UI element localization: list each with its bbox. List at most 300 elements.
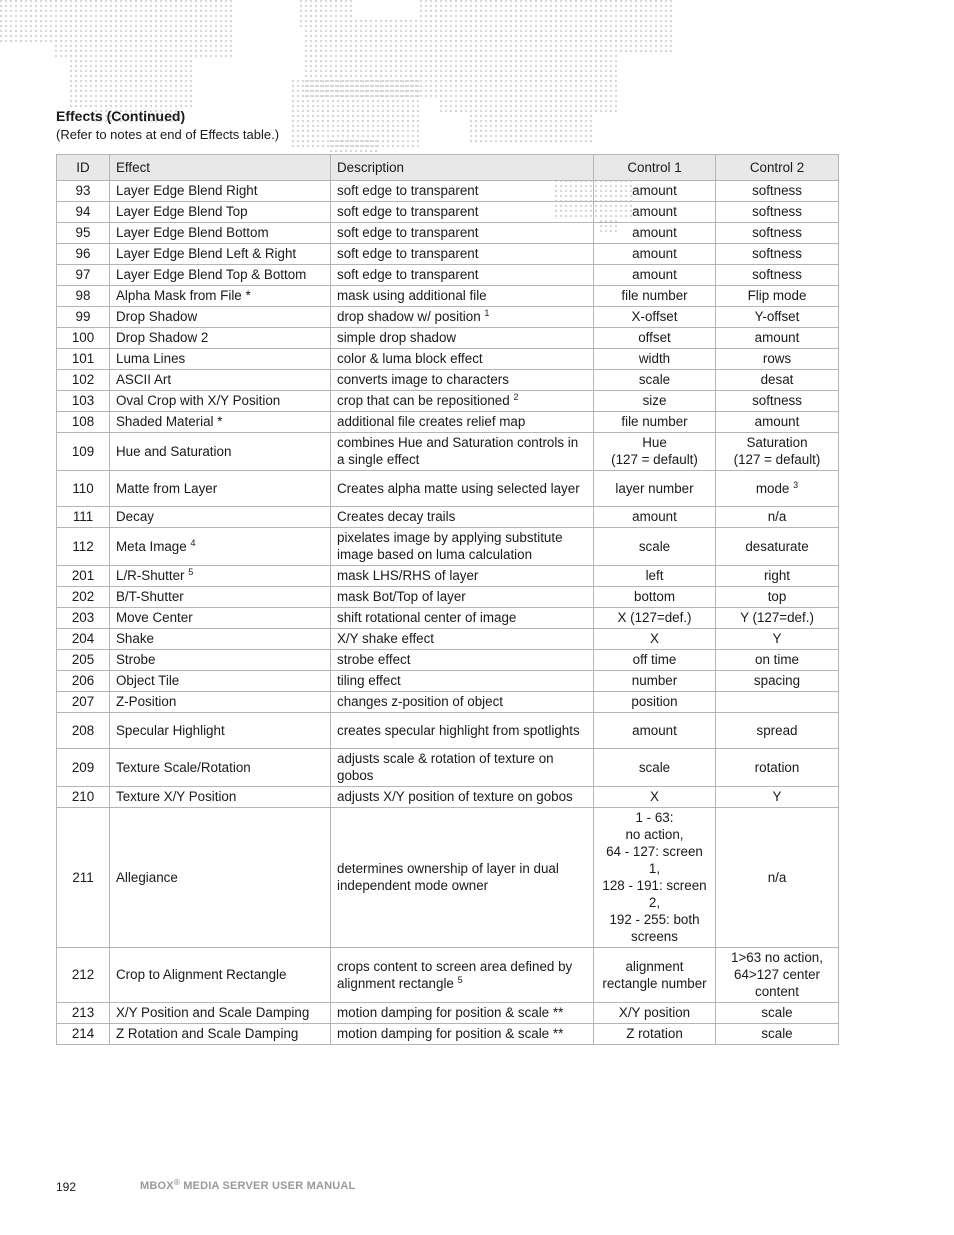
- map-dot: [545, 70, 547, 72]
- cell-id-text: 109: [71, 443, 95, 459]
- map-dot: [605, 40, 607, 42]
- map-dot: [360, 50, 362, 52]
- map-dot: [345, 20, 347, 22]
- map-dot: [525, 10, 527, 12]
- map-dot: [417, 145, 419, 147]
- cell-effect-text: Oval Crop with X/Y Position: [116, 393, 281, 408]
- map-dot: [85, 50, 87, 52]
- map-dot: [20, 5, 22, 7]
- map-dot: [392, 130, 394, 132]
- map-dot: [175, 105, 177, 107]
- map-dot: [175, 85, 177, 87]
- map-dot: [550, 90, 552, 92]
- map-dot: [75, 60, 77, 62]
- map-dot: [145, 105, 147, 107]
- map-dot: [420, 15, 422, 17]
- map-dot: [570, 90, 572, 92]
- map-dot: [150, 20, 152, 22]
- header-id: ID: [57, 155, 110, 181]
- map-dot: [460, 110, 462, 112]
- map-dot: [430, 30, 432, 32]
- cell-id-text: 98: [75, 288, 91, 303]
- map-dot: [510, 20, 512, 22]
- map-dot: [340, 75, 342, 77]
- map-dot: [185, 30, 187, 32]
- map-dot: [440, 60, 442, 62]
- map-dot: [490, 130, 492, 132]
- map-dot: [595, 75, 597, 77]
- map-dot: [460, 100, 462, 102]
- map-dot: [155, 55, 157, 57]
- map-dot: [435, 35, 437, 37]
- map-dot: [200, 0, 202, 2]
- map-dot: [377, 110, 379, 112]
- cell-description-text: soft edge to transparent: [337, 267, 479, 282]
- map-dot: [392, 120, 394, 122]
- map-dot: [170, 65, 172, 67]
- map-dot: [85, 55, 87, 57]
- map-dot: [315, 0, 317, 2]
- map-dot: [560, 115, 562, 117]
- table-row: [57, 412, 839, 433]
- map-dot: [490, 40, 492, 42]
- map-dot: [170, 80, 172, 82]
- map-dot: [402, 145, 404, 147]
- map-dot: [5, 30, 7, 32]
- map-dot: [440, 0, 442, 2]
- map-dot: [495, 30, 497, 32]
- map-dot: [135, 50, 137, 52]
- cell-effect-text: Hue and Saturation: [116, 443, 232, 459]
- cell-description: [331, 1003, 594, 1024]
- map-dot: [190, 35, 192, 37]
- map-dot: [175, 50, 177, 52]
- map-dot: [375, 90, 377, 92]
- map-dot: [660, 0, 662, 2]
- map-dot: [485, 80, 487, 82]
- map-dot: [105, 100, 107, 102]
- map-dot: [560, 35, 562, 37]
- map-dot: [302, 135, 304, 137]
- map-dot: [332, 90, 334, 92]
- cell-control-1-text: X: [650, 631, 659, 646]
- manual-title: [140, 1180, 355, 1192]
- map-dot: [300, 25, 302, 27]
- map-dot: [402, 120, 404, 122]
- map-dot: [340, 50, 342, 52]
- map-dot: [307, 115, 309, 117]
- map-dot: [425, 25, 427, 27]
- map-dot: [475, 80, 477, 82]
- map-dot: [515, 135, 517, 137]
- cell-description-text: tiling effect: [337, 673, 401, 688]
- map-dot: [500, 65, 502, 67]
- map-dot: [165, 0, 167, 2]
- map-dot: [160, 80, 162, 82]
- map-dot: [610, 55, 612, 57]
- map-dot: [410, 85, 412, 87]
- map-dot: [460, 75, 462, 77]
- map-dot: [415, 25, 417, 27]
- map-dot: [330, 45, 332, 47]
- map-dot: [5, 10, 7, 12]
- map-dot: [495, 85, 497, 87]
- map-dot: [170, 10, 172, 12]
- map-dot: [450, 40, 452, 42]
- map-dot: [307, 145, 309, 147]
- map-dot: [590, 105, 592, 107]
- map-dot: [340, 150, 342, 152]
- map-dot: [510, 30, 512, 32]
- map-dot: [160, 60, 162, 62]
- map-dot: [495, 120, 497, 122]
- map-dot: [535, 105, 537, 107]
- cell-control-2: [716, 202, 839, 223]
- manual-brand: MBOX: [140, 1180, 174, 1192]
- cell-control-1-text: rectangle number: [602, 975, 707, 991]
- map-dot: [565, 90, 567, 92]
- map-dot: [160, 75, 162, 77]
- map-dot: [545, 90, 547, 92]
- map-dot: [495, 65, 497, 67]
- map-dot: [305, 45, 307, 47]
- map-dot: [480, 90, 482, 92]
- map-dot: [460, 0, 462, 2]
- map-dot: [545, 85, 547, 87]
- map-dot: [440, 15, 442, 17]
- map-dot: [115, 25, 117, 27]
- map-dot: [430, 50, 432, 52]
- map-dot: [590, 45, 592, 47]
- cell-effect-text: Layer Edge Blend Left & Right: [116, 246, 297, 261]
- map-dot: [327, 115, 329, 117]
- map-dot: [455, 55, 457, 57]
- map-dot: [650, 40, 652, 42]
- map-dot: [205, 5, 207, 7]
- map-dot: [310, 45, 312, 47]
- cell-control-1-text: amount: [632, 267, 677, 282]
- map-dot: [545, 15, 547, 17]
- map-dot: [595, 10, 597, 12]
- map-dot: [342, 115, 344, 117]
- map-dot: [115, 15, 117, 17]
- map-dot: [70, 55, 72, 57]
- map-dot: [370, 95, 372, 97]
- map-dot: [397, 125, 399, 127]
- map-dot: [605, 110, 607, 112]
- cell-control-1-text: layer number: [615, 480, 694, 496]
- map-dot: [495, 40, 497, 42]
- map-dot: [595, 65, 597, 67]
- map-dot: [400, 70, 402, 72]
- map-dot: [155, 30, 157, 32]
- map-dot: [430, 25, 432, 27]
- map-dot: [590, 5, 592, 7]
- map-dot: [325, 45, 327, 47]
- map-dot: [215, 30, 217, 32]
- cell-effect-text: Specular Highlight: [116, 722, 225, 738]
- map-dot: [30, 35, 32, 37]
- map-dot: [345, 30, 347, 32]
- map-dot: [75, 35, 77, 37]
- map-dot: [530, 135, 532, 137]
- map-dot: [605, 55, 607, 57]
- map-dot: [495, 5, 497, 7]
- map-dot: [75, 75, 77, 77]
- map-dot: [535, 100, 537, 102]
- map-dot: [385, 50, 387, 52]
- map-dot: [315, 75, 317, 77]
- map-dot: [635, 50, 637, 52]
- cell-effect-text: Layer Edge Blend Bottom: [116, 225, 269, 240]
- map-dot: [570, 0, 572, 2]
- map-dot: [415, 70, 417, 72]
- map-dot: [410, 70, 412, 72]
- map-dot: [65, 50, 67, 52]
- map-dot: [347, 85, 349, 87]
- map-dot: [590, 90, 592, 92]
- cell-control-2-text: Flip mode: [747, 288, 807, 303]
- map-dot: [105, 40, 107, 42]
- map-dot: [530, 45, 532, 47]
- map-dot: [660, 45, 662, 47]
- map-dot: [550, 100, 552, 102]
- map-dot: [585, 140, 587, 142]
- map-dot: [105, 25, 107, 27]
- map-dot: [165, 60, 167, 62]
- map-dot: [125, 50, 127, 52]
- map-dot: [620, 40, 622, 42]
- map-dot: [302, 125, 304, 127]
- map-dot: [342, 105, 344, 107]
- map-dot: [310, 70, 312, 72]
- map-dot: [170, 50, 172, 52]
- map-dot: [180, 30, 182, 32]
- table-row: [57, 587, 839, 608]
- map-dot: [410, 30, 412, 32]
- map-dot: [600, 0, 602, 2]
- map-dot: [500, 135, 502, 137]
- map-dot: [75, 70, 77, 72]
- map-dot: [445, 30, 447, 32]
- map-dot: [175, 0, 177, 2]
- map-dot: [405, 95, 407, 97]
- map-dot: [110, 70, 112, 72]
- map-dot: [417, 130, 419, 132]
- map-dot: [352, 90, 354, 92]
- map-dot: [500, 90, 502, 92]
- map-dot: [85, 100, 87, 102]
- map-dot: [355, 30, 357, 32]
- map-dot: [397, 85, 399, 87]
- map-dot: [575, 135, 577, 137]
- map-dot: [367, 125, 369, 127]
- map-dot: [455, 80, 457, 82]
- map-dot: [390, 25, 392, 27]
- map-dot: [85, 60, 87, 62]
- cell-control-1: [594, 1024, 716, 1045]
- cell-control-2: [716, 787, 839, 808]
- map-dot: [460, 45, 462, 47]
- map-dot: [292, 100, 294, 102]
- map-dot: [75, 0, 77, 2]
- map-dot: [377, 120, 379, 122]
- map-dot: [70, 50, 72, 52]
- map-dot: [375, 85, 377, 87]
- map-dot: [540, 80, 542, 82]
- map-dot: [95, 40, 97, 42]
- map-dot: [365, 20, 367, 22]
- map-dot: [560, 5, 562, 7]
- map-dot: [165, 20, 167, 22]
- map-dot: [610, 30, 612, 32]
- map-dot: [605, 0, 607, 2]
- map-dot: [570, 50, 572, 52]
- map-dot: [460, 50, 462, 52]
- map-dot: [480, 70, 482, 72]
- map-dot: [405, 30, 407, 32]
- cell-description: [331, 1024, 594, 1045]
- map-dot: [60, 25, 62, 27]
- map-dot: [325, 80, 327, 82]
- map-dot: [490, 110, 492, 112]
- map-dot: [370, 90, 372, 92]
- map-dot: [510, 45, 512, 47]
- map-dot: [580, 125, 582, 127]
- map-dot: [5, 15, 7, 17]
- map-dot: [307, 120, 309, 122]
- map-dot: [135, 20, 137, 22]
- map-dot: [332, 135, 334, 137]
- map-dot: [580, 130, 582, 132]
- map-dot: [75, 10, 77, 12]
- cell-id: [57, 412, 110, 433]
- map-dot: [362, 140, 364, 142]
- cell-id-text: 101: [71, 351, 95, 366]
- map-dot: [515, 5, 517, 7]
- map-dot: [160, 20, 162, 22]
- map-dot: [550, 30, 552, 32]
- map-dot: [500, 60, 502, 62]
- map-dot: [332, 80, 334, 82]
- map-dot: [322, 115, 324, 117]
- map-dot: [480, 130, 482, 132]
- map-dot: [95, 95, 97, 97]
- map-dot: [660, 10, 662, 12]
- cell-control-2: [716, 713, 839, 749]
- map-dot: [352, 120, 354, 122]
- map-dot: [105, 45, 107, 47]
- map-dot: [555, 90, 557, 92]
- map-dot: [332, 125, 334, 127]
- map-dot: [595, 35, 597, 37]
- map-dot: [310, 50, 312, 52]
- cell-effect: [110, 471, 331, 507]
- map-dot: [555, 115, 557, 117]
- map-dot: [395, 85, 397, 87]
- map-dot: [165, 90, 167, 92]
- map-dot: [575, 5, 577, 7]
- map-dot: [155, 75, 157, 77]
- map-dot: [570, 10, 572, 12]
- map-dot: [310, 95, 312, 97]
- map-dot: [620, 45, 622, 47]
- map-dot: [590, 95, 592, 97]
- map-dot: [485, 120, 487, 122]
- map-dot: [80, 70, 82, 72]
- map-dot: [305, 80, 307, 82]
- map-dot: [292, 120, 294, 122]
- map-dot: [455, 25, 457, 27]
- map-dot: [460, 10, 462, 12]
- map-dot: [407, 125, 409, 127]
- map-dot: [395, 75, 397, 77]
- map-dot: [85, 75, 87, 77]
- map-dot: [460, 65, 462, 67]
- map-dot: [230, 55, 232, 57]
- cell-effect-text: Texture X/Y Position: [116, 789, 237, 804]
- map-dot: [460, 20, 462, 22]
- map-dot: [90, 60, 92, 62]
- map-dot: [665, 10, 667, 12]
- map-dot: [325, 20, 327, 22]
- map-dot: [600, 80, 602, 82]
- map-dot: [200, 5, 202, 7]
- map-dot: [480, 135, 482, 137]
- cell-control-1: [594, 307, 716, 328]
- map-dot: [605, 60, 607, 62]
- map-dot: [570, 140, 572, 142]
- map-dot: [180, 50, 182, 52]
- map-dot: [90, 90, 92, 92]
- map-dot: [100, 80, 102, 82]
- map-dot: [635, 40, 637, 42]
- map-dot: [135, 80, 137, 82]
- map-dot: [630, 20, 632, 22]
- map-dot: [130, 65, 132, 67]
- map-dot: [332, 115, 334, 117]
- footnote-ref: 5: [457, 974, 463, 985]
- map-dot: [145, 35, 147, 37]
- map-dot: [387, 145, 389, 147]
- map-dot: [540, 110, 542, 112]
- map-dot: [347, 115, 349, 117]
- map-dot: [565, 25, 567, 27]
- cell-effect-text: B/T-Shutter: [116, 589, 184, 604]
- map-dot: [302, 90, 304, 92]
- map-dot: [480, 55, 482, 57]
- map-dot: [440, 55, 442, 57]
- map-dot: [405, 35, 407, 37]
- map-dot: [495, 75, 497, 77]
- map-dot: [412, 115, 414, 117]
- map-dot: [90, 100, 92, 102]
- map-dot: [417, 135, 419, 137]
- map-dot: [332, 95, 334, 97]
- map-dot: [342, 120, 344, 122]
- map-dot: [475, 100, 477, 102]
- map-dot: [385, 55, 387, 57]
- map-dot: [100, 60, 102, 62]
- map-dot: [160, 15, 162, 17]
- map-dot: [360, 70, 362, 72]
- map-dot: [425, 60, 427, 62]
- map-dot: [417, 110, 419, 112]
- map-dot: [370, 50, 372, 52]
- map-dot: [110, 95, 112, 97]
- map-dot: [615, 30, 617, 32]
- map-dot: [70, 105, 72, 107]
